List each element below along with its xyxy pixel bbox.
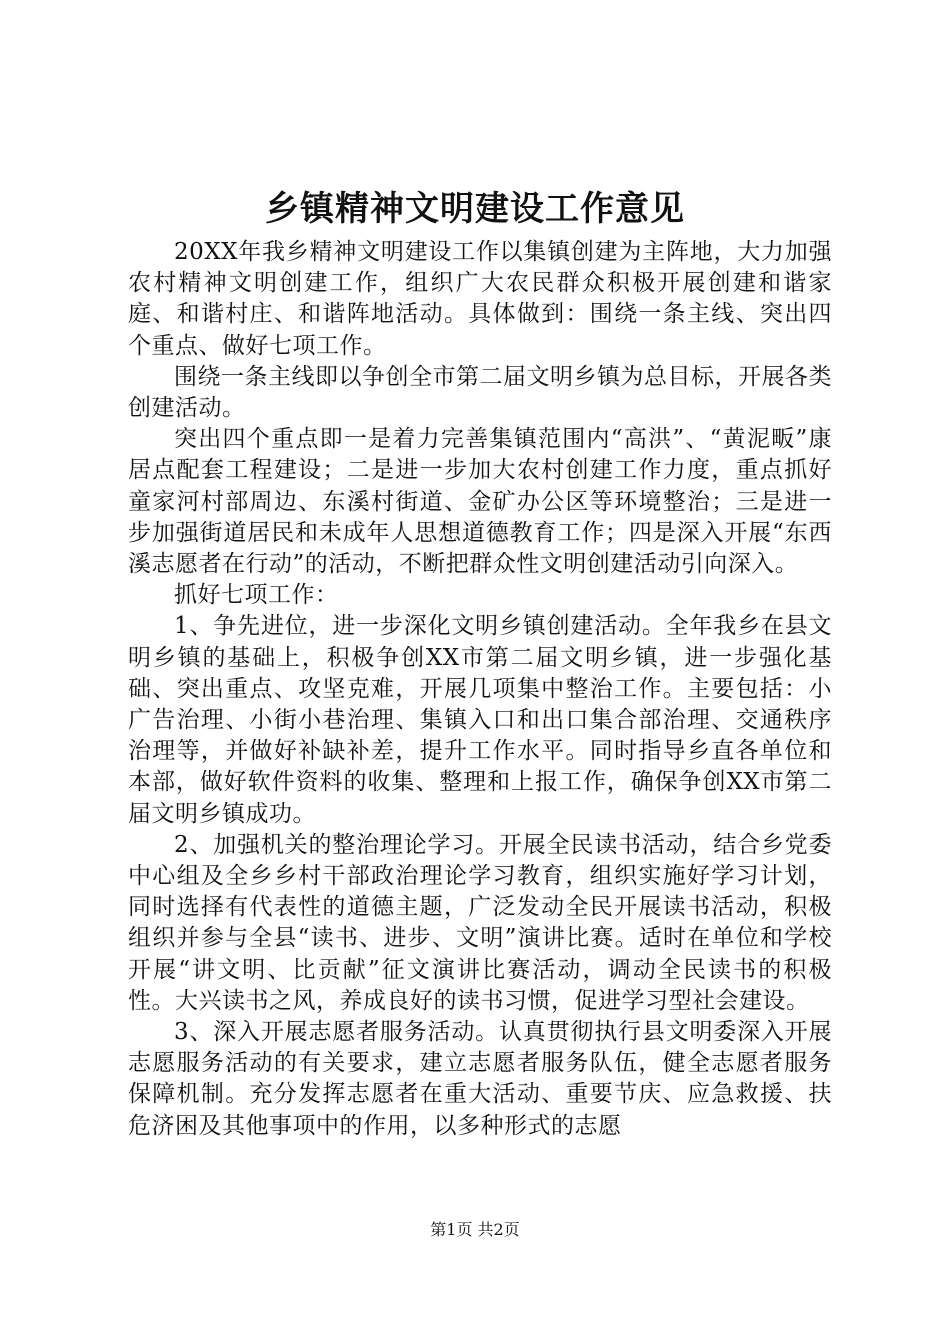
- paragraph-intro: 20XX年我乡精神文明建设工作以集镇创建为主阵地，大力加强农村精神文明创建工作，组织广大农民群众积极开展创建和谐家庭、和谐村庄、和谐阵地活动。具体做到：围绕一条主线、突出四个重点、做好七项工作。: [128, 239, 832, 359]
- document-title: 乡镇精神文明建设工作意见: [265, 189, 685, 229]
- document-body: [128, 237, 832, 1142]
- page-footer: 第1页 共2页: [430, 1220, 520, 1239]
- paragraph-task-2: 2、加强机关的整治理论学习。开展全民读书活动，结合乡党委中心组及全乡乡村干部政治理论学习教育，组织实施好学习计划，同时选择有代表性的道德主题，广泛发动全民开展读书活动，积极组织并参与全县“读书、进步、文明”演讲比赛。适时在单位和学校开展“讲文明、比贡献”征文演讲比赛活动，调动全民读书的积极性。大兴读书之风，养成良好的读书习惯，促进学习型社会建设。: [128, 831, 832, 1014]
- paragraph-task-3: 3、深入开展志愿者服务活动。认真贯彻执行县文明委深入开展志愿服务活动的有关要求，建立志愿者服务队伍，健全志愿者服务保障机制。充分发挥志愿者在重大活动、重要节庆、应急救援、扶危济困及其他事项中的作用，以多种形式的志愿: [128, 1019, 832, 1139]
- paragraph-four-focuses: 突出四个重点即一是着力完善集镇范围内“高洪”、“黄泥畈”康居点配套工程建设；二是进一步加大农村创建工作力度，重点抓好童家河村部周边、东溪村街道、金矿办公区等环境整治；三是进一步加强街道居民和未成年人思想道德教育工作；四是深入开展“东西溪志愿者在行动”的活动，不断把群众性文明创建活动引向深入。: [128, 426, 832, 578]
- paragraph-task-1: 1、争先进位，进一步深化文明乡镇创建活动。全年我乡在县文明乡镇的基础上，积极争创XX市第二届文明乡镇，进一步强化基础、突出重点、攻坚克难，开展几项集中整治工作。主要包括：小广告治理、小街小巷治理、集镇入口和出口集合部治理、交通秩序治理等，并做好补缺补差，提升工作水平。同时指导乡直各单位和本部，做好软件资料的收集、整理和上报工作，确保争创XX市第二届文明乡镇成功。: [128, 613, 832, 827]
- paragraph-seven-tasks-heading: 抓好七项工作：: [174, 582, 339, 609]
- paragraph-main-line: 围绕一条主线即以争创全市第二届文明乡镇为总目标，开展各类创建活动。: [128, 363, 832, 422]
